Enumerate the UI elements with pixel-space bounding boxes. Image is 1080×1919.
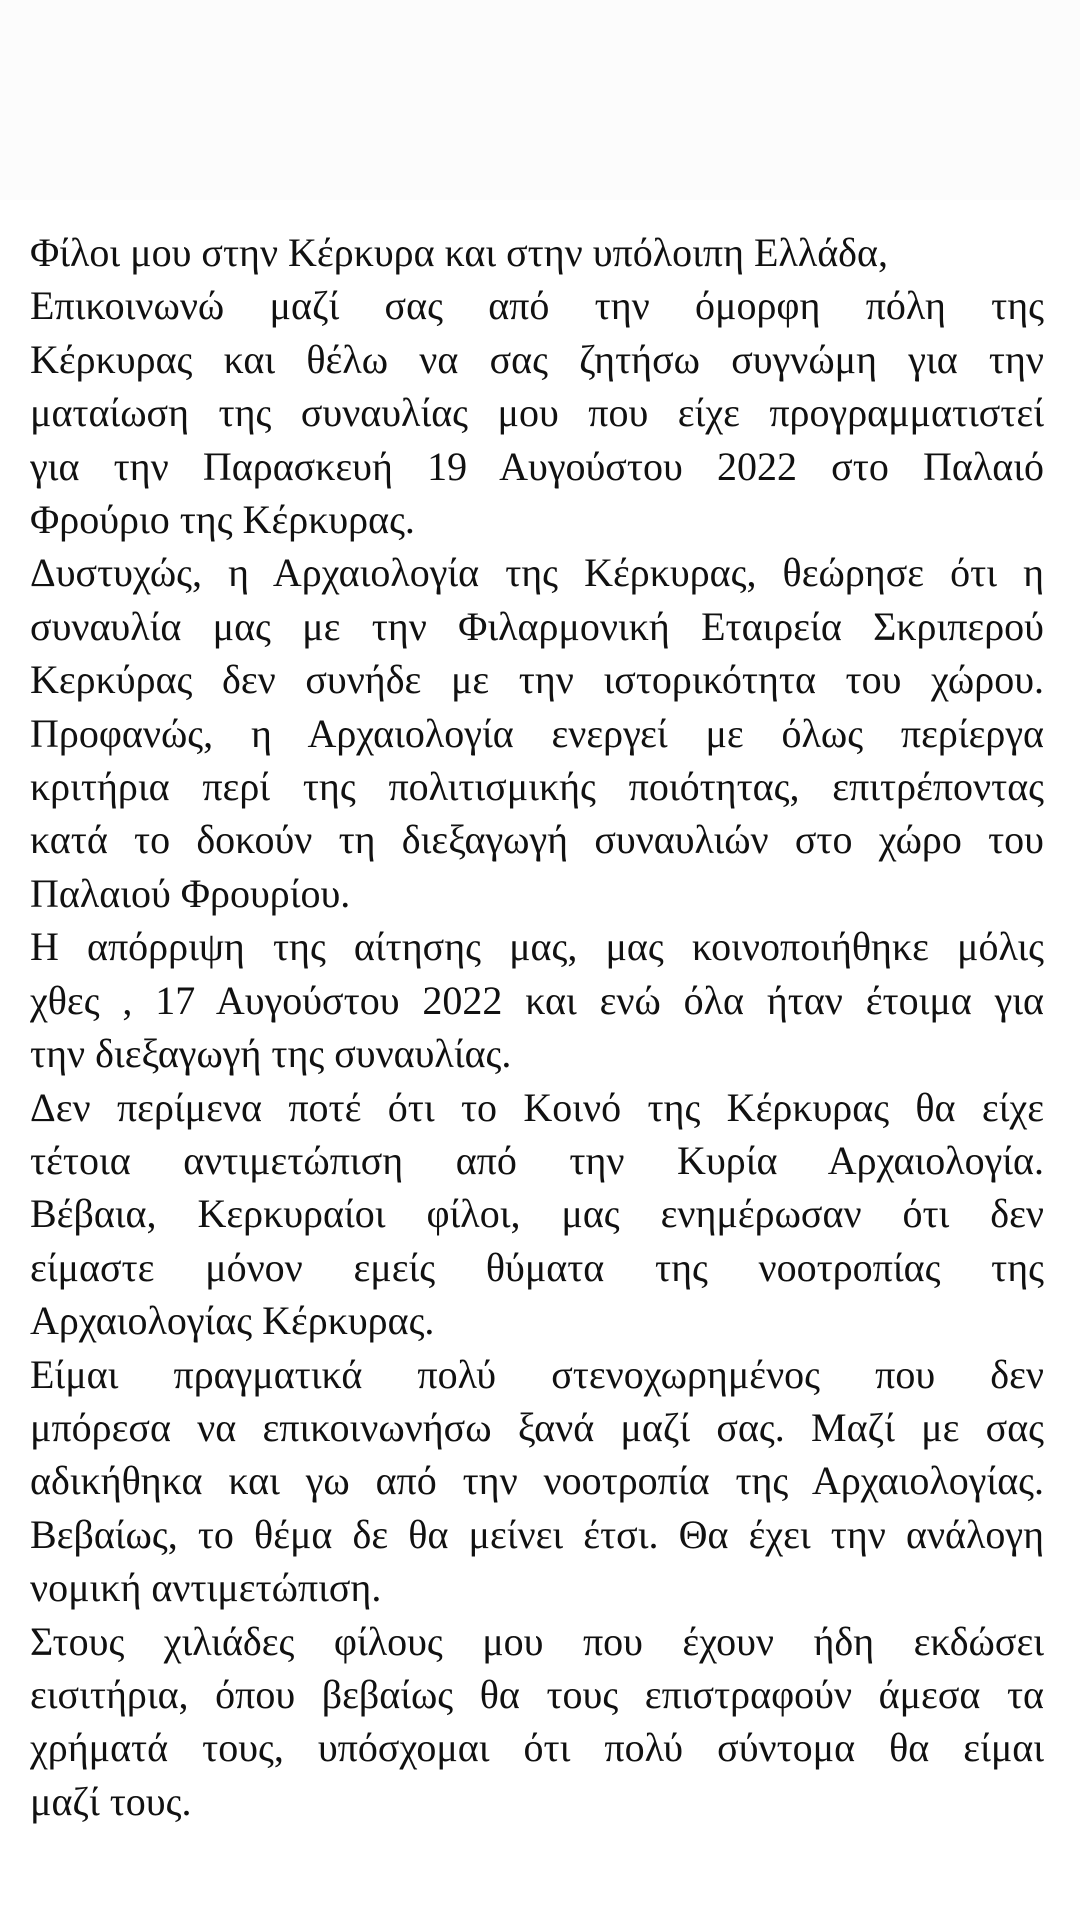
text-line: μπόρεσα να επικοινωνήσω ξανά μαζί σας. Μαζί με σας: [30, 1404, 1044, 1450]
paragraph-apology: [30, 279, 1044, 546]
text-line: είμαστε μόνον εμείς θύματα της νοοτροπίας της: [30, 1244, 1044, 1290]
text-line: Στους χιλιάδες φίλους μου που έχουν ήδη εκδώσει: [30, 1618, 1044, 1664]
text-line: αδικήθηκα και γω από την νοοτροπία της Αρχαιολογίας.: [30, 1458, 1044, 1504]
text-line: Είμαι πραγματικά πολύ στενοχωρημένος που δεν: [30, 1351, 1044, 1397]
text-line: συναυλία μας με την Φιλαρμονική Εταιρεία Σκριπερού: [30, 603, 1044, 649]
text-line: Βέβαια, Κερκυραίοι φίλοι, μας ενημέρωσαν ότι δεν: [30, 1191, 1044, 1237]
paragraph-rejection: [30, 920, 1044, 1080]
text-line: χθες , 17 Αυγούστου 2022 και ενώ όλα ήταν έτοιμα για: [30, 977, 1044, 1023]
text-line: Βεβαίως, το θέμα δε θα μείνει έτσι. Θα έχει την ανάλογη: [30, 1511, 1044, 1557]
text-line: χρήματά τους, υπόσχομαι ότι πολύ σύντομα θα είμαι: [30, 1725, 1044, 1771]
text-line: κριτήρια περί της πολιτισμικής ποιότητας, επιτρέποντας: [30, 764, 1044, 810]
paragraph-greeting: [30, 226, 1044, 279]
text-line: Η απόρριψη της αίτησης μας, μας κοινοποιήθηκε μόλις: [30, 924, 1044, 970]
paragraph-regret: [30, 1348, 1044, 1615]
text-line: Αρχαιολογίας Κέρκυρας.: [30, 1298, 435, 1344]
text-line: για την Παρασκευή 19 Αυγούστου 2022 στο Παλαιό: [30, 443, 1044, 489]
text-line: Φίλοι μου στην Κέρκυρα και στην υπόλοιπη Ελλάδα,: [30, 230, 888, 275]
text-line: Επικοινωνώ μαζί σας από την όμορφη πόλη της: [30, 283, 1044, 329]
paragraph-tickets: [30, 1615, 1044, 1829]
letter-text: [30, 226, 1044, 1828]
text-line: νομική αντιμετώπιση.: [30, 1565, 382, 1611]
text-line: την διεξαγωγή της συναυλίας.: [30, 1031, 512, 1077]
text-line: Προφανώς, η Αρχαιολογία ενεργεί με όλως περίεργα: [30, 710, 1044, 756]
text-line: Κέρκυρας και θέλω να σας ζητήσω συγνώμη για την: [30, 336, 1044, 382]
paragraph-archaeology: [30, 546, 1044, 920]
text-line: Παλαιού Φρουρίου.: [30, 870, 351, 916]
text-line: τέτοια αντιμετώπιση από την Κυρία Αρχαιολογία.: [30, 1137, 1044, 1183]
text-line: Δεν περίμενα ποτέ ότι το Κοινό της Κέρκυρας θα είχε: [30, 1084, 1044, 1130]
paragraph-audience: [30, 1081, 1044, 1348]
text-line: μαζί τους.: [30, 1778, 192, 1824]
text-line: εισιτήρια, όπου βεβαίως θα τους επιστραφούν άμεσα τα: [30, 1671, 1044, 1717]
text-line: ματαίωση της συναυλίας μου που είχε προγραμματιστεί: [30, 390, 1044, 436]
top-blank-area: [0, 0, 1080, 200]
text-line: κατά το δοκούν τη διεξαγωγή συναυλιών στο χώρο του: [30, 817, 1044, 863]
text-line: Δυστυχώς, η Αρχαιολογία της Κέρκυρας, θεώρησε ότι η: [30, 550, 1044, 596]
text-line: Κερκύρας δεν συνήδε με την ιστορικότητα του χώρου.: [30, 657, 1044, 703]
text-line: Φρούριο της Κέρκυρας.: [30, 497, 415, 543]
